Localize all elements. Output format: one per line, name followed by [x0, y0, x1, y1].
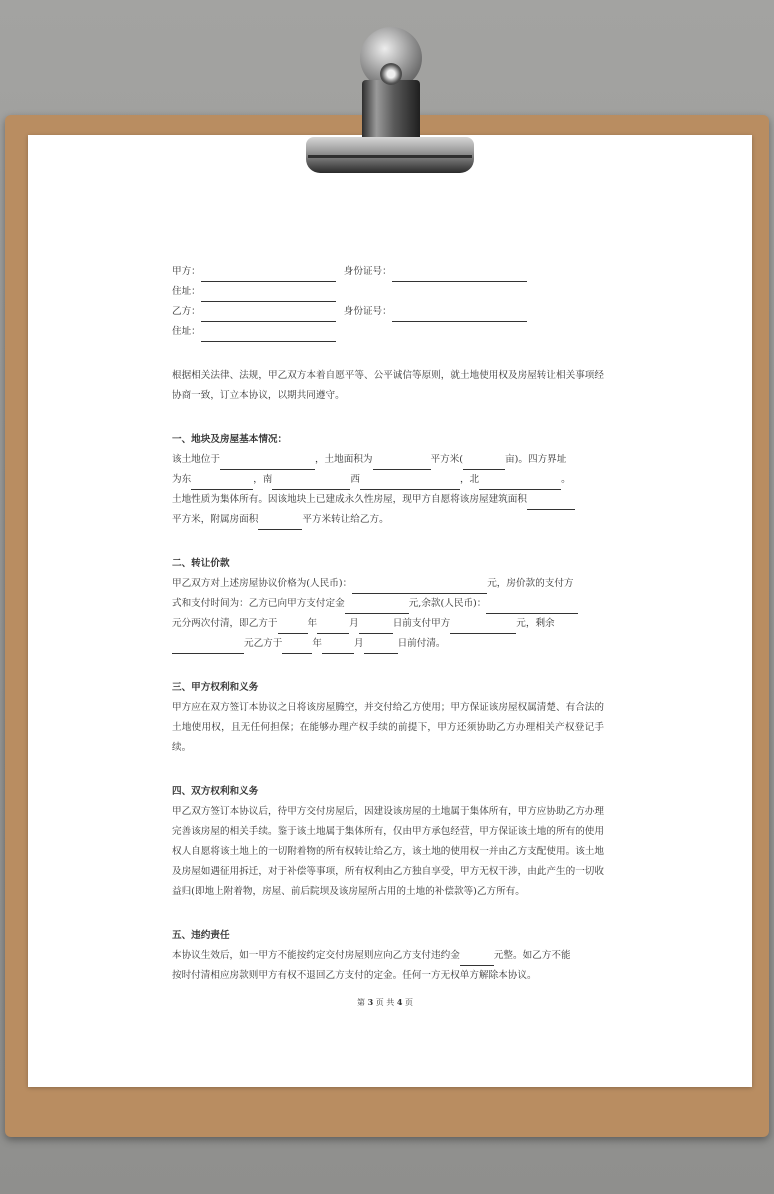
day2-blank	[364, 639, 398, 654]
id-b-blank	[392, 307, 527, 322]
text: 月	[353, 638, 364, 649]
area-blank	[373, 455, 431, 470]
text: 为东	[172, 474, 192, 485]
annex-area-blank	[258, 515, 302, 530]
text: ，北	[459, 474, 480, 485]
section2-line3	[172, 614, 604, 634]
first-payment-blank	[450, 619, 516, 634]
text: 月	[349, 618, 359, 629]
page-middle: 页 共	[375, 998, 395, 1007]
text: 平方米(	[430, 454, 464, 465]
section1-line2	[172, 470, 604, 490]
text: 本协议生效后，如一甲方不能按约定交付房屋则应向乙方支付违约金	[172, 950, 460, 961]
west-blank	[360, 475, 460, 490]
party-a-blank	[201, 267, 336, 282]
year2-blank	[282, 639, 312, 654]
north-blank	[479, 475, 561, 490]
month2-blank	[322, 639, 354, 654]
address-b-row	[172, 322, 604, 342]
text: 元，剩余	[516, 618, 555, 629]
text: 土地性质为集体所有。因该地块上已建成永久性房屋，现甲方自愿将该房屋建筑面积	[172, 494, 527, 505]
section1-title: 一、地块及房屋基本情况：	[172, 434, 288, 445]
year1-blank	[278, 619, 308, 634]
text: 年	[307, 618, 318, 629]
party-a-label: 甲方：	[172, 266, 201, 277]
section1-line4	[172, 510, 604, 530]
text: 该土地位于	[172, 454, 220, 465]
text: 元，房价款的支付方	[487, 578, 574, 589]
section1-line3	[172, 490, 604, 510]
text: ，土地面积为	[314, 454, 373, 465]
section1-line1	[172, 450, 604, 470]
binder-clip-icon	[300, 25, 480, 175]
page-number	[340, 997, 430, 1008]
party-b-label: 乙方：	[172, 306, 201, 317]
text: 甲乙双方对上述房屋协议价格为(人民币)：	[172, 578, 353, 589]
section5-line2: 按时付清相应房款则甲方有权不退回乙方支付的定金。任何一方无权单方解除本协议。	[172, 970, 537, 981]
text: 。	[561, 474, 571, 485]
text: 元乙方于	[244, 638, 283, 649]
id-label-b: 身份证号：	[343, 306, 392, 317]
mu-blank	[463, 455, 505, 470]
id-label-a: 身份证号：	[343, 266, 392, 277]
text: 西	[350, 474, 360, 485]
page-prefix: 第	[357, 998, 366, 1007]
east-blank	[191, 475, 253, 490]
section5-title: 五、违约责任	[172, 930, 230, 941]
id-a-blank	[392, 267, 527, 282]
address-label-a: 住址：	[172, 286, 201, 297]
text: 平方米转让给乙方。	[302, 514, 389, 525]
section2-title: 二、转让价款	[172, 558, 230, 569]
address-label-b: 住址：	[172, 326, 201, 337]
price-blank	[352, 579, 487, 594]
section4-body: 甲乙双方签订本协议后，待甲方交付房屋后，因建设该房屋的土地属于集体所有，甲方应协助乙方办理完善该房屋的相关手续。鉴于该土地属于集体所有，仅由甲方承包经营，甲方保证该土地的所有的使用权人自愿将该土地上的一切附着物的所有权转让给乙方，该土地的使用权一并由乙方支配使用。该土地及房屋如遇征用拆迁，对于补偿等事项，所有权利由乙方独自享受，甲方无权干涉，由此产生的一切收益归(即地上附着物，房屋、前后院坝及该房屋所占用的土地的补偿款等)乙方所有。	[172, 806, 604, 897]
penalty-blank	[460, 951, 494, 966]
building-area-blank	[527, 495, 575, 510]
text: ，南	[253, 474, 273, 485]
party-b-row	[172, 302, 604, 322]
section2-line1	[172, 574, 604, 594]
deposit-blank	[345, 599, 409, 614]
balance-blank	[486, 599, 578, 614]
page-suffix: 页	[404, 998, 413, 1007]
month1-blank	[317, 619, 349, 634]
text: 式和支付时间为：乙方已向甲方支付定金	[172, 598, 345, 609]
section2-line2	[172, 594, 604, 614]
address-a-blank	[201, 287, 336, 302]
text: 元整。如乙方不能	[493, 950, 571, 961]
section3-title: 三、甲方权利和义务	[172, 682, 259, 693]
text: 元,余款(人民币)：	[408, 598, 487, 609]
section4-title: 四、双方权利和义务	[172, 786, 259, 797]
intro-paragraph: 根据相关法律、法规，甲乙双方本着自愿平等、公平诚信等原则，就土地使用权及房屋转让相关事项经协商一致，订立本协议，以期共同遵守。	[172, 370, 604, 401]
text: 日前支付甲方	[392, 618, 451, 629]
current-page: 3	[367, 997, 374, 1007]
document-content	[172, 262, 604, 986]
total-pages: 4	[396, 997, 403, 1007]
remaining-blank	[172, 639, 244, 654]
address-a-row	[172, 282, 604, 302]
party-a-row	[172, 262, 604, 282]
day1-blank	[359, 619, 393, 634]
section2-line4	[172, 634, 604, 654]
south-blank	[272, 475, 350, 490]
text: 平方米，附属房面积	[172, 514, 259, 525]
address-b-blank	[201, 327, 336, 342]
text: 年	[312, 638, 322, 649]
location-blank	[220, 455, 315, 470]
text: 亩)。四方界址	[505, 454, 567, 465]
section5-line1	[172, 946, 604, 966]
section3-body: 甲方应在双方签订本协议之日将该房屋腾空，并交付给乙方使用；甲方保证该房屋权属清楚、有合法的土地使用权，且无任何担保；在能够办理产权手续的前提下，甲方还须协助乙方办理相关产权登记手续。	[172, 702, 604, 753]
text: 日前付清。	[397, 638, 446, 649]
text: 元分两次付清，即乙方于	[172, 618, 278, 629]
party-b-blank	[201, 307, 336, 322]
